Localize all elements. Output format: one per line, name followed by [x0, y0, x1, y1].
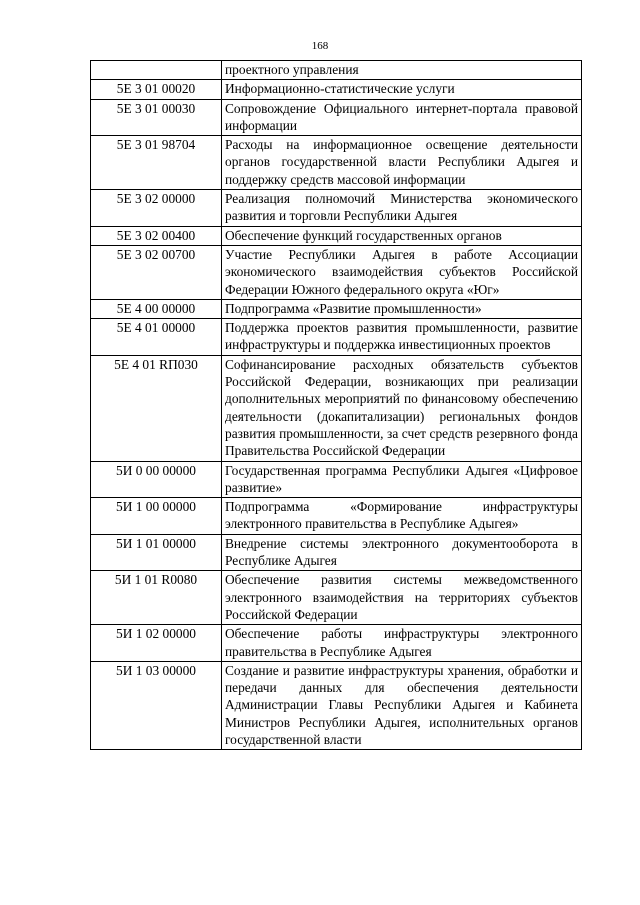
- table-row: [91, 136, 582, 190]
- classification-code-cell: 5Е 3 02 00400: [91, 226, 222, 245]
- classification-code-cell: 5Е 3 02 00000: [91, 190, 222, 227]
- table-body: [91, 61, 582, 750]
- classification-code-cell: 5И 0 00 00000: [91, 461, 222, 498]
- table-row: [91, 61, 582, 80]
- classification-code-cell: 5И 1 03 00000: [91, 661, 222, 749]
- expense-name-cell: Поддержка проектов развития промышленности, развитие инфраструктуры и поддержка инвестиционных проектов: [222, 319, 582, 356]
- classification-code-cell: 5И 1 00 00000: [91, 498, 222, 535]
- classification-code-cell: 5Е 3 02 00700: [91, 245, 222, 299]
- table-row: [91, 571, 582, 625]
- table-row: [91, 461, 582, 498]
- expense-name-cell: проектного управления: [222, 61, 582, 80]
- table-row: [91, 299, 582, 318]
- expense-name-cell: Обеспечение работы инфраструктуры электронного правительства в Республике Адыгея: [222, 625, 582, 662]
- classification-code-cell: 5Е 3 01 00020: [91, 80, 222, 99]
- classification-code-cell: 5Е 3 01 00030: [91, 99, 222, 136]
- table-row: [91, 534, 582, 571]
- classification-code-cell: [91, 61, 222, 80]
- table-row: [91, 319, 582, 356]
- expense-name-cell: Внедрение системы электронного документооборота в Республике Адыгея: [222, 534, 582, 571]
- table-row: [91, 625, 582, 662]
- expense-name-cell: Сопровождение Официального интернет-портала правовой информации: [222, 99, 582, 136]
- expense-name-cell: Подпрограмма «Формирование инфраструктуры электронного правительства в Республике Адыгея»: [222, 498, 582, 535]
- table-row: [91, 99, 582, 136]
- expense-name-cell: Реализация полномочий Министерства экономического развития и торговли Республики Адыгея: [222, 190, 582, 227]
- classification-code-cell: 5Е 4 00 00000: [91, 299, 222, 318]
- expense-name-cell: Софинансирование расходных обязательств субъектов Российской Федерации, возникающих при реализации дополнительных мероприятий по финансовому обеспечению деятельности (докапитализации) региональных фондов развития промышленности, за счет средств резервного фонда Правительства Российской Федерации: [222, 355, 582, 461]
- expense-name-cell: Государственная программа Республики Адыгея «Цифровое развитие»: [222, 461, 582, 498]
- budget-classification-table: [90, 60, 582, 750]
- expense-name-cell: Обеспечение функций государственных органов: [222, 226, 582, 245]
- classification-code-cell: 5И 1 01 R0080: [91, 571, 222, 625]
- table-row: [91, 498, 582, 535]
- table-row: [91, 190, 582, 227]
- classification-code-cell: 5Е 4 01 00000: [91, 319, 222, 356]
- expense-name-cell: Подпрограмма «Развитие промышленности»: [222, 299, 582, 318]
- expense-name-cell: Обеспечение развития системы межведомственного электронного взаимодействия на территориях субъектов Российской Федерации: [222, 571, 582, 625]
- page-number: 168: [311, 40, 329, 52]
- classification-code-cell: 5Е 4 01 RП030: [91, 355, 222, 461]
- expense-name-cell: Участие Республики Адыгея в работе Ассоциации экономического взаимодействия субъектов Российской Федерации Южного федерального округа «Юг»: [222, 245, 582, 299]
- expense-name-cell: Расходы на информационное освещение деятельности органов государственной власти Республики Адыгея и поддержку средств массовой информации: [222, 136, 582, 190]
- expense-name-cell: Создание и развитие инфраструктуры хранения, обработки и передачи данных для обеспечения деятельности Администрации Главы Республики Адыгея и Кабинета Министров Республики Адыгея, исполнительных органов государственной власти: [222, 661, 582, 749]
- table-row: [91, 661, 582, 749]
- table-row: [91, 226, 582, 245]
- expense-name-cell: Информационно-статистические услуги: [222, 80, 582, 99]
- classification-code-cell: 5И 1 01 00000: [91, 534, 222, 571]
- table-row: [91, 245, 582, 299]
- classification-code-cell: 5И 1 02 00000: [91, 625, 222, 662]
- table-row: [91, 80, 582, 99]
- table-row: [91, 355, 582, 461]
- classification-code-cell: 5Е 3 01 98704: [91, 136, 222, 190]
